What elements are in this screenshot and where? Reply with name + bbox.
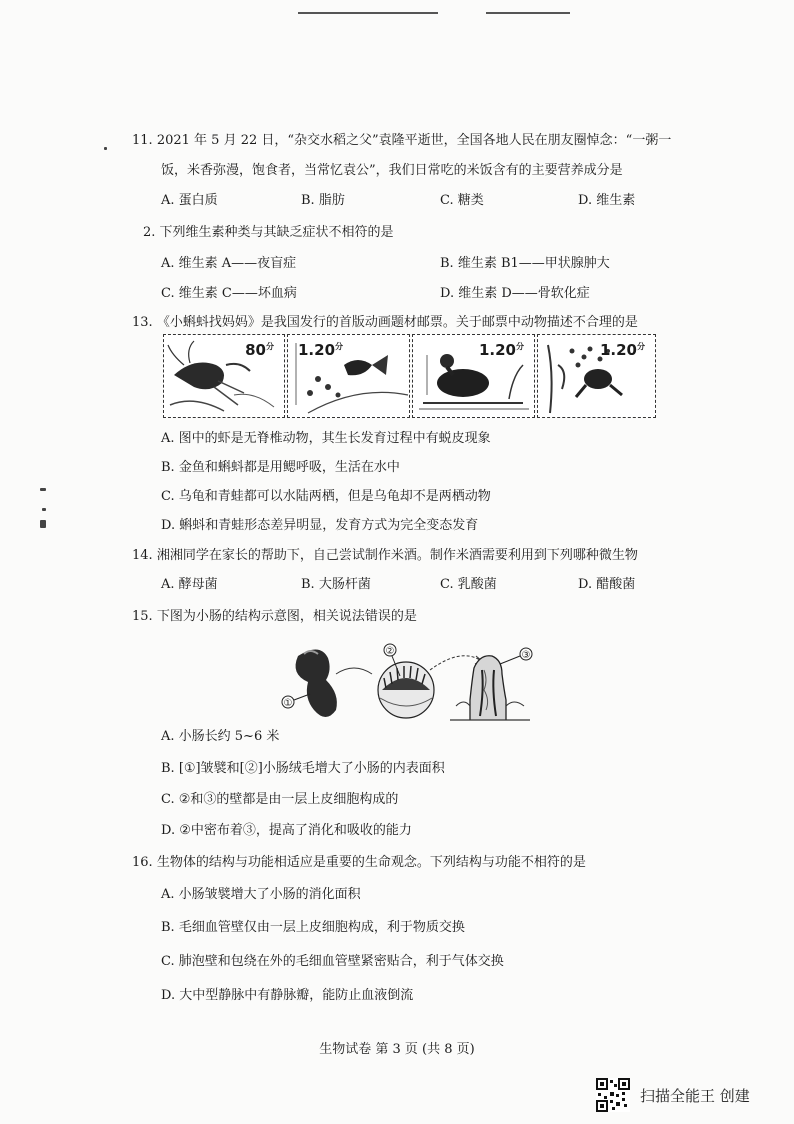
q12-option-d: D. 维生素 D——骨软化症 (440, 286, 590, 301)
stamp-4-value: $1.20^分$ (599, 341, 645, 359)
q16-option-d: D. 大中型静脉中有静脉瓣，能防止血液倒流 (161, 988, 414, 1003)
diagram-label-1: ① (283, 698, 293, 709)
stamp-frog (537, 334, 656, 418)
stamp-turtle (412, 334, 535, 418)
stamp-strip-figure (163, 334, 656, 420)
q13-number: 13. (132, 315, 153, 330)
q11-number: 11. (132, 133, 153, 148)
q12-stem (143, 224, 394, 242)
diagram-label-3: ③ (521, 650, 531, 661)
q15-option-d: D. ②中密布着③，提高了消化和吸收的能力 (161, 823, 412, 838)
q14-option-b: B. 大肠杆菌 (301, 577, 371, 592)
q11-option-c: C. 糖类 (440, 193, 484, 208)
q12-option-b: B. 维生素 B1——甲状腺肿大 (440, 256, 610, 271)
q11-option-d: D. 维生素 (578, 193, 636, 208)
qr-code-icon (596, 1078, 630, 1112)
q11-stem-line1 (132, 132, 671, 150)
q15-number: 15. (132, 609, 153, 624)
q11-text: 2021 年 5 月 22 日，“杂交水稻之父”袁隆平逝世，全国各地人民在朋友圈悼念：“一粥一 (156, 133, 672, 148)
q14-option-c: C. 乳酸菌 (440, 577, 497, 592)
q14-stem (132, 547, 638, 565)
q15-option-c: C. ②和③的壁都是由一层上皮细胞构成的 (161, 792, 399, 807)
q13-option-a: A. 图中的虾是无脊椎动物，其生长发育过程中有蜕皮现象 (161, 431, 491, 446)
q13-stem (132, 314, 638, 332)
q16-option-b: B. 毛细血管壁仅由一层上皮细胞构成，利于物质交换 (161, 920, 465, 935)
margin-mark (40, 488, 46, 491)
q16-option-a: A. 小肠皱襞增大了小肠的消化面积 (161, 887, 361, 902)
small-intestine-illustration (280, 640, 540, 726)
q16-text: 生物体的结构与功能相适应是重要的生命观念。下列结构与功能不相符的是 (156, 855, 586, 870)
q13-option-d: D. 蝌蚪和青蛙形态差异明显，发育方式为完全变态发育 (161, 518, 479, 533)
q15-text: 下图为小肠的结构示意图，相关说法错误的是 (156, 609, 417, 624)
q15-stem (132, 608, 417, 626)
diagram-label-2: ② (385, 646, 395, 657)
stamp-1-value: $80^分$ (245, 341, 274, 359)
margin-mark (40, 520, 46, 528)
q11-stem-line2: 饭，米香弥漫，饱食者，当常忆袁公”，我们日常吃的米饭含有的主要营养成分是 (161, 163, 623, 178)
stamp-2-value: $1.20^分$ (298, 341, 344, 359)
q12-option-c: C. 维生素 C——坏血病 (161, 286, 297, 301)
q11-option-b: B. 脂肪 (301, 193, 345, 208)
margin-mark (42, 508, 46, 511)
top-border-mark-right (486, 12, 570, 14)
q15-option-a: A. 小肠长约 5~6 米 (161, 729, 280, 744)
stamp-goldfish (287, 334, 410, 418)
q15-option-b: B. [①]皱襞和[②]小肠绒毛增大了小肠的内表面积 (161, 761, 445, 776)
q13-option-b: B. 金鱼和蝌蚪都是用鳃呼吸，生活在水中 (161, 460, 400, 475)
q14-text: 湘湘同学在家长的帮助下，自己尝试制作米酒。制作米酒需要利用到下列哪种微生物 (156, 548, 638, 563)
q14-option-a: A. 酵母菌 (161, 577, 218, 592)
scanner-watermark (596, 1077, 750, 1113)
q16-stem (132, 854, 586, 872)
page-footer: 生物试卷 第 3 页 (共 8 页) (319, 1042, 475, 1057)
q11-option-a: A. 蛋白质 (161, 193, 218, 208)
q13-option-c: C. 乌龟和青蛙都可以水陆两栖，但是乌龟却不是两栖动物 (161, 489, 491, 504)
q14-option-d: D. 醋酸菌 (578, 577, 636, 592)
stamp-3-value: $1.20^分$ (478, 341, 524, 359)
q13-text: 《小蝌蚪找妈妈》是我国发行的首版动画题材邮票。关于邮票中动物描述不合理的是 (156, 315, 638, 330)
top-border-mark-left (298, 12, 438, 14)
small-intestine-diagram (280, 640, 540, 726)
q12-number: 2. (143, 225, 156, 240)
q16-number: 16. (132, 855, 153, 870)
margin-dot (104, 147, 107, 150)
scanner-badge-text: 扫描全能王 创建 (640, 1086, 750, 1105)
q12-text: 下列维生素种类与其缺乏症状不相符的是 (159, 225, 394, 240)
stamp-shrimp (163, 334, 285, 418)
q12-option-a: A. 维生素 A——夜盲症 (161, 256, 297, 271)
q16-option-c: C. 肺泡壁和包绕在外的毛细血管壁紧密贴合，利于气体交换 (161, 954, 504, 969)
q14-number: 14. (132, 548, 153, 563)
